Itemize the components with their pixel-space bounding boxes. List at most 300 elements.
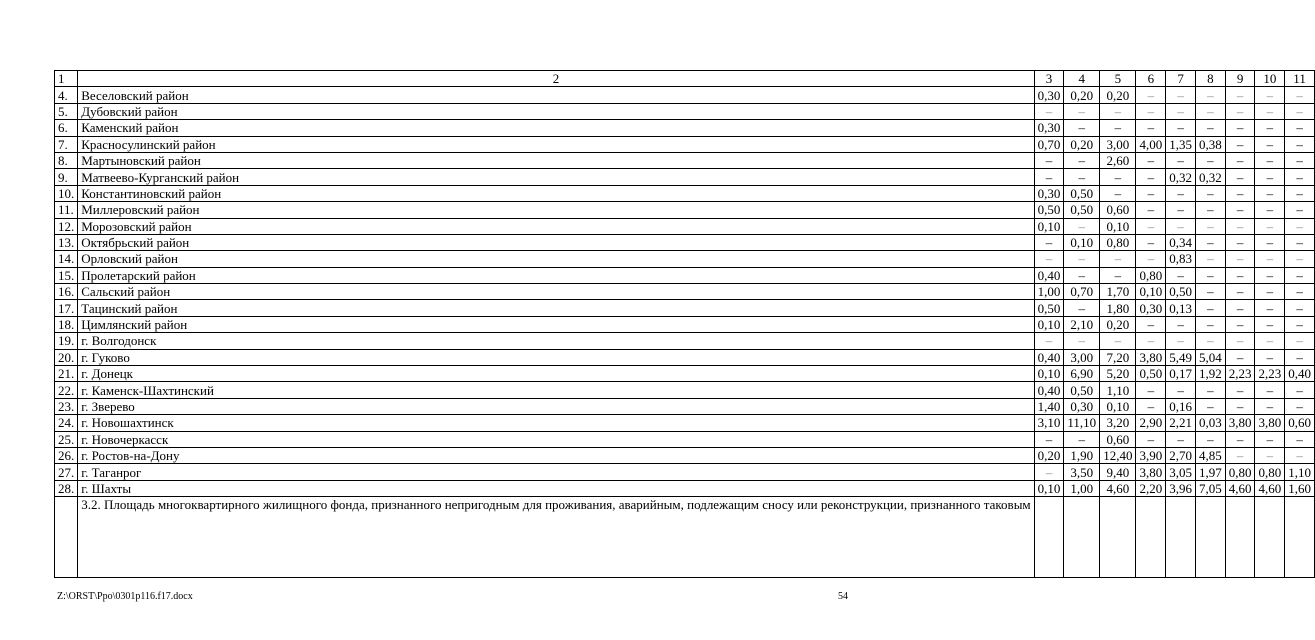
row-number: 27. bbox=[55, 464, 78, 480]
value-cell: – bbox=[1255, 120, 1285, 136]
value-cell: 2,23 bbox=[1255, 366, 1285, 382]
value-cell: – bbox=[1136, 202, 1166, 218]
value-cell: – bbox=[1195, 251, 1225, 267]
value-cell: – bbox=[1100, 120, 1136, 136]
col-header: 2 bbox=[78, 71, 1034, 87]
value-cell: – bbox=[1166, 87, 1196, 103]
value-cell: – bbox=[1100, 251, 1136, 267]
value-cell: – bbox=[1255, 300, 1285, 316]
value-cell: – bbox=[1255, 284, 1285, 300]
table-row bbox=[55, 218, 1315, 234]
table-row bbox=[55, 366, 1315, 382]
value-cell: – bbox=[1285, 398, 1315, 414]
value-cell: – bbox=[1136, 251, 1166, 267]
value-cell: – bbox=[1255, 431, 1285, 447]
value-cell: 0,70 bbox=[1064, 284, 1100, 300]
value-cell: – bbox=[1136, 431, 1166, 447]
value-cell: 0,50 bbox=[1064, 382, 1100, 398]
value-cell: – bbox=[1195, 218, 1225, 234]
value-cell: – bbox=[1255, 333, 1285, 349]
value-cell: – bbox=[1285, 316, 1315, 332]
value-cell: 0,10 bbox=[1034, 218, 1064, 234]
row-name: г. Новошахтинск bbox=[78, 415, 1034, 431]
value-cell: 1,10 bbox=[1100, 382, 1136, 398]
value-cell: – bbox=[1166, 316, 1196, 332]
value-cell: – bbox=[1255, 218, 1285, 234]
row-number: 11. bbox=[55, 202, 78, 218]
value-cell: – bbox=[1100, 267, 1136, 283]
value-cell: – bbox=[1195, 152, 1225, 168]
value-cell: – bbox=[1225, 103, 1255, 119]
row-number: 18. bbox=[55, 316, 78, 332]
value-cell: – bbox=[1064, 267, 1100, 283]
value-cell: – bbox=[1064, 431, 1100, 447]
value-cell: – bbox=[1225, 398, 1255, 414]
value-cell: – bbox=[1255, 87, 1285, 103]
section-title: 3.2. Площадь многоквартирного жилищного фонда, признанного непригодным для проживания, аварийным, подлежащим сносу или реконструкции, признанного таковым bbox=[78, 497, 1034, 578]
value-cell: – bbox=[1100, 169, 1136, 185]
row-name: Каменский район bbox=[78, 120, 1034, 136]
col-header: 1 bbox=[55, 71, 78, 87]
value-cell: – bbox=[1255, 447, 1285, 463]
empty-cell bbox=[1166, 497, 1196, 578]
value-cell: – bbox=[1225, 316, 1255, 332]
value-cell: – bbox=[1225, 152, 1255, 168]
row-name: г. Гуково bbox=[78, 349, 1034, 365]
value-cell: – bbox=[1195, 87, 1225, 103]
value-cell: 0,20 bbox=[1100, 87, 1136, 103]
table-row bbox=[55, 398, 1315, 414]
value-cell: – bbox=[1195, 103, 1225, 119]
row-number: 19. bbox=[55, 333, 78, 349]
value-cell: – bbox=[1225, 202, 1255, 218]
value-cell: – bbox=[1195, 120, 1225, 136]
value-cell: – bbox=[1034, 431, 1064, 447]
value-cell: 0,80 bbox=[1136, 267, 1166, 283]
value-cell: – bbox=[1136, 120, 1166, 136]
value-cell: – bbox=[1285, 349, 1315, 365]
row-number: 28. bbox=[55, 480, 78, 496]
value-cell: 11,10 bbox=[1064, 415, 1100, 431]
row-number: 6. bbox=[55, 120, 78, 136]
table-row bbox=[55, 169, 1315, 185]
value-cell: 3,96 bbox=[1166, 480, 1196, 496]
row-number: 9. bbox=[55, 169, 78, 185]
value-cell: – bbox=[1136, 169, 1166, 185]
value-cell: 1,40 bbox=[1034, 398, 1064, 414]
value-cell: 12,40 bbox=[1100, 447, 1136, 463]
value-cell: – bbox=[1255, 103, 1285, 119]
value-cell: 7,20 bbox=[1100, 349, 1136, 365]
value-cell: – bbox=[1034, 152, 1064, 168]
value-cell: – bbox=[1195, 333, 1225, 349]
value-cell: 0,80 bbox=[1100, 234, 1136, 250]
value-cell: 0,60 bbox=[1100, 202, 1136, 218]
value-cell: 2,90 bbox=[1136, 415, 1166, 431]
row-name: г. Волгодонск bbox=[78, 333, 1034, 349]
value-cell: 0,50 bbox=[1166, 284, 1196, 300]
value-cell: – bbox=[1100, 185, 1136, 201]
value-cell: – bbox=[1195, 267, 1225, 283]
value-cell: – bbox=[1225, 169, 1255, 185]
value-cell: 1,92 bbox=[1195, 366, 1225, 382]
row-name: г. Таганрог bbox=[78, 464, 1034, 480]
value-cell: 2,70 bbox=[1166, 447, 1196, 463]
value-cell: 1,90 bbox=[1064, 447, 1100, 463]
value-cell: – bbox=[1136, 382, 1166, 398]
row-number: 20. bbox=[55, 349, 78, 365]
row-number: 21. bbox=[55, 366, 78, 382]
empty-cell bbox=[1255, 497, 1285, 578]
value-cell: – bbox=[1225, 284, 1255, 300]
value-cell: – bbox=[1225, 234, 1255, 250]
value-cell: – bbox=[1034, 234, 1064, 250]
table-row bbox=[55, 202, 1315, 218]
value-cell: – bbox=[1136, 398, 1166, 414]
value-cell: – bbox=[1064, 152, 1100, 168]
col-header: 11 bbox=[1285, 71, 1315, 87]
value-cell: – bbox=[1285, 447, 1315, 463]
value-cell: 5,49 bbox=[1166, 349, 1196, 365]
value-cell: 4,60 bbox=[1255, 480, 1285, 496]
value-cell: 0,40 bbox=[1034, 267, 1064, 283]
col-header: 6 bbox=[1136, 71, 1166, 87]
value-cell: 5,04 bbox=[1195, 349, 1225, 365]
value-cell: 0,80 bbox=[1225, 464, 1255, 480]
value-cell: 0,10 bbox=[1034, 480, 1064, 496]
empty-cell bbox=[1136, 497, 1166, 578]
value-cell: – bbox=[1225, 382, 1255, 398]
value-cell: – bbox=[1166, 103, 1196, 119]
value-cell: – bbox=[1195, 382, 1225, 398]
value-cell: – bbox=[1225, 87, 1255, 103]
value-cell: – bbox=[1195, 316, 1225, 332]
row-number: 25. bbox=[55, 431, 78, 447]
value-cell: – bbox=[1255, 185, 1285, 201]
value-cell: 1,80 bbox=[1100, 300, 1136, 316]
value-cell: – bbox=[1166, 431, 1196, 447]
row-name: Орловский район bbox=[78, 251, 1034, 267]
value-cell: – bbox=[1285, 136, 1315, 152]
value-cell: – bbox=[1195, 300, 1225, 316]
row-name: Дубовский район bbox=[78, 103, 1034, 119]
value-cell: – bbox=[1255, 398, 1285, 414]
row-name: Константиновский район bbox=[78, 185, 1034, 201]
value-cell: – bbox=[1064, 169, 1100, 185]
value-cell: – bbox=[1195, 185, 1225, 201]
value-cell: 1,35 bbox=[1166, 136, 1196, 152]
row-name: Миллеровский район bbox=[78, 202, 1034, 218]
empty-cell bbox=[1064, 497, 1100, 578]
value-cell: 0,10 bbox=[1136, 284, 1166, 300]
row-number: 24. bbox=[55, 415, 78, 431]
value-cell: – bbox=[1225, 333, 1255, 349]
row-number: 15. bbox=[55, 267, 78, 283]
row-name: Сальский район bbox=[78, 284, 1034, 300]
row-name: Матвеево-Курганский район bbox=[78, 169, 1034, 185]
value-cell: – bbox=[1166, 382, 1196, 398]
col-header: 5 bbox=[1100, 71, 1136, 87]
value-cell: 4,85 bbox=[1195, 447, 1225, 463]
value-cell: – bbox=[1034, 169, 1064, 185]
value-cell: – bbox=[1255, 349, 1285, 365]
value-cell: 0,40 bbox=[1034, 382, 1064, 398]
value-cell: – bbox=[1195, 431, 1225, 447]
value-cell: 0,13 bbox=[1166, 300, 1196, 316]
value-cell: 3,80 bbox=[1225, 415, 1255, 431]
value-cell: 0,50 bbox=[1034, 300, 1064, 316]
value-cell: – bbox=[1255, 316, 1285, 332]
value-cell: 3,00 bbox=[1064, 349, 1100, 365]
empty-cell bbox=[55, 497, 78, 578]
table-row bbox=[55, 120, 1315, 136]
value-cell: – bbox=[1034, 251, 1064, 267]
value-cell: 7,05 bbox=[1195, 480, 1225, 496]
row-number: 14. bbox=[55, 251, 78, 267]
value-cell: – bbox=[1136, 103, 1166, 119]
value-cell: – bbox=[1225, 431, 1255, 447]
value-cell: – bbox=[1285, 185, 1315, 201]
value-cell: 0,70 bbox=[1034, 136, 1064, 152]
value-cell: – bbox=[1225, 185, 1255, 201]
row-number: 26. bbox=[55, 447, 78, 463]
row-number: 4. bbox=[55, 87, 78, 103]
footer-file-path: Z:\ORST\Ppo\0301p116.f17.docx bbox=[57, 591, 193, 602]
value-cell: 4,60 bbox=[1225, 480, 1255, 496]
table-row bbox=[55, 316, 1315, 332]
value-cell: 0,83 bbox=[1166, 251, 1196, 267]
value-cell: – bbox=[1136, 152, 1166, 168]
value-cell: 0,80 bbox=[1255, 464, 1285, 480]
row-number: 8. bbox=[55, 152, 78, 168]
value-cell: – bbox=[1034, 103, 1064, 119]
col-header: 3 bbox=[1034, 71, 1064, 87]
value-cell: 3,80 bbox=[1255, 415, 1285, 431]
value-cell: 1,00 bbox=[1034, 284, 1064, 300]
value-cell: 3,10 bbox=[1034, 415, 1064, 431]
value-cell: 0,20 bbox=[1034, 447, 1064, 463]
value-cell: 0,20 bbox=[1064, 87, 1100, 103]
value-cell: 0,34 bbox=[1166, 234, 1196, 250]
value-cell: – bbox=[1285, 120, 1315, 136]
value-cell: – bbox=[1166, 267, 1196, 283]
value-cell: – bbox=[1225, 300, 1255, 316]
value-cell: 0,60 bbox=[1100, 431, 1136, 447]
value-cell: – bbox=[1225, 136, 1255, 152]
value-cell: – bbox=[1285, 382, 1315, 398]
row-name: г. Каменск-Шахтинский bbox=[78, 382, 1034, 398]
value-cell: – bbox=[1285, 333, 1315, 349]
value-cell: – bbox=[1225, 447, 1255, 463]
value-cell: – bbox=[1255, 169, 1285, 185]
row-name: Тацинский район bbox=[78, 300, 1034, 316]
value-cell: – bbox=[1225, 251, 1255, 267]
empty-cell bbox=[1285, 497, 1315, 578]
value-cell: 2,21 bbox=[1166, 415, 1196, 431]
row-number: 5. bbox=[55, 103, 78, 119]
value-cell: – bbox=[1225, 218, 1255, 234]
value-cell: 4,00 bbox=[1136, 136, 1166, 152]
value-cell: 0,17 bbox=[1166, 366, 1196, 382]
value-cell: – bbox=[1225, 120, 1255, 136]
value-cell: – bbox=[1100, 333, 1136, 349]
value-cell: – bbox=[1285, 152, 1315, 168]
value-cell: 0,10 bbox=[1064, 234, 1100, 250]
value-cell: – bbox=[1195, 284, 1225, 300]
col-header: 9 bbox=[1225, 71, 1255, 87]
value-cell: – bbox=[1285, 103, 1315, 119]
value-cell: – bbox=[1136, 234, 1166, 250]
value-cell: – bbox=[1285, 87, 1315, 103]
value-cell: 3,05 bbox=[1166, 464, 1196, 480]
row-name: Пролетарский район bbox=[78, 267, 1034, 283]
row-name: г. Зверево bbox=[78, 398, 1034, 414]
value-cell: 3,80 bbox=[1136, 464, 1166, 480]
value-cell: 1,97 bbox=[1195, 464, 1225, 480]
value-cell: – bbox=[1285, 284, 1315, 300]
value-cell: 0,50 bbox=[1034, 202, 1064, 218]
value-cell: – bbox=[1166, 185, 1196, 201]
value-cell: – bbox=[1255, 382, 1285, 398]
value-cell: – bbox=[1255, 152, 1285, 168]
value-cell: 0,50 bbox=[1064, 202, 1100, 218]
table-row bbox=[55, 431, 1315, 447]
value-cell: – bbox=[1166, 202, 1196, 218]
value-cell: – bbox=[1166, 218, 1196, 234]
row-name: Октябрьский район bbox=[78, 234, 1034, 250]
value-cell: 0,50 bbox=[1064, 185, 1100, 201]
value-cell: – bbox=[1064, 103, 1100, 119]
value-cell: – bbox=[1034, 333, 1064, 349]
value-cell: – bbox=[1136, 333, 1166, 349]
value-cell: 0,20 bbox=[1100, 316, 1136, 332]
row-name: Мартыновский район bbox=[78, 152, 1034, 168]
value-cell: – bbox=[1136, 185, 1166, 201]
value-cell: 0,50 bbox=[1136, 366, 1166, 382]
value-cell: 0,30 bbox=[1136, 300, 1166, 316]
value-cell: 3,20 bbox=[1100, 415, 1136, 431]
table-row bbox=[55, 267, 1315, 283]
col-header: 10 bbox=[1255, 71, 1285, 87]
row-number: 16. bbox=[55, 284, 78, 300]
value-cell: 0,10 bbox=[1034, 316, 1064, 332]
table-row bbox=[55, 300, 1315, 316]
value-cell: 0,60 bbox=[1285, 415, 1315, 431]
value-cell: 0,20 bbox=[1064, 136, 1100, 152]
value-cell: 0,10 bbox=[1100, 398, 1136, 414]
empty-cell bbox=[1034, 497, 1064, 578]
table-row bbox=[55, 136, 1315, 152]
value-cell: 1,10 bbox=[1285, 464, 1315, 480]
value-cell: 1,60 bbox=[1285, 480, 1315, 496]
value-cell: – bbox=[1225, 349, 1255, 365]
table-row bbox=[55, 415, 1315, 431]
value-cell: 0,30 bbox=[1034, 87, 1064, 103]
table-row bbox=[55, 284, 1315, 300]
row-name: г. Шахты bbox=[78, 480, 1034, 496]
value-cell: – bbox=[1136, 218, 1166, 234]
value-cell: – bbox=[1225, 267, 1255, 283]
value-cell: – bbox=[1285, 234, 1315, 250]
row-name: г. Новочеркасск bbox=[78, 431, 1034, 447]
data-table bbox=[54, 70, 1315, 578]
value-cell: – bbox=[1195, 234, 1225, 250]
value-cell: 0,03 bbox=[1195, 415, 1225, 431]
value-cell: – bbox=[1136, 87, 1166, 103]
table-row bbox=[55, 152, 1315, 168]
value-cell: 2,10 bbox=[1064, 316, 1100, 332]
value-cell: 0,16 bbox=[1166, 398, 1196, 414]
col-header: 8 bbox=[1195, 71, 1225, 87]
table-row bbox=[55, 480, 1315, 496]
value-cell: 3,90 bbox=[1136, 447, 1166, 463]
table-row bbox=[55, 87, 1315, 103]
table-row bbox=[55, 447, 1315, 463]
row-name: Веселовский район bbox=[78, 87, 1034, 103]
row-name: Морозовский район bbox=[78, 218, 1034, 234]
value-cell: – bbox=[1285, 267, 1315, 283]
value-cell: – bbox=[1064, 120, 1100, 136]
value-cell: 0,10 bbox=[1100, 218, 1136, 234]
value-cell: – bbox=[1195, 398, 1225, 414]
value-cell: 0,30 bbox=[1064, 398, 1100, 414]
value-cell: 2,60 bbox=[1100, 152, 1136, 168]
table-row bbox=[55, 185, 1315, 201]
row-number: 10. bbox=[55, 185, 78, 201]
value-cell: – bbox=[1195, 202, 1225, 218]
value-cell: – bbox=[1034, 464, 1064, 480]
row-number: 23. bbox=[55, 398, 78, 414]
value-cell: – bbox=[1166, 152, 1196, 168]
value-cell: 1,00 bbox=[1064, 480, 1100, 496]
value-cell: – bbox=[1285, 431, 1315, 447]
row-number: 13. bbox=[55, 234, 78, 250]
value-cell: 2,20 bbox=[1136, 480, 1166, 496]
value-cell: 0,10 bbox=[1034, 366, 1064, 382]
value-cell: 0,40 bbox=[1285, 366, 1315, 382]
value-cell: 0,32 bbox=[1195, 169, 1225, 185]
value-cell: – bbox=[1064, 251, 1100, 267]
table-row bbox=[55, 382, 1315, 398]
row-name: Красносулинский район bbox=[78, 136, 1034, 152]
table-row bbox=[55, 464, 1315, 480]
value-cell: – bbox=[1255, 267, 1285, 283]
value-cell: 1,70 bbox=[1100, 284, 1136, 300]
value-cell: – bbox=[1064, 218, 1100, 234]
value-cell: 4,60 bbox=[1100, 480, 1136, 496]
page-number: 54 bbox=[838, 591, 848, 602]
value-cell: – bbox=[1166, 120, 1196, 136]
value-cell: – bbox=[1285, 202, 1315, 218]
row-name: г. Донецк bbox=[78, 366, 1034, 382]
value-cell: 3,50 bbox=[1064, 464, 1100, 480]
value-cell: – bbox=[1255, 136, 1285, 152]
empty-cell bbox=[1195, 497, 1225, 578]
value-cell: – bbox=[1285, 300, 1315, 316]
value-cell: – bbox=[1255, 251, 1285, 267]
row-number: 7. bbox=[55, 136, 78, 152]
value-cell: 3,00 bbox=[1100, 136, 1136, 152]
section-row bbox=[55, 497, 1315, 578]
value-cell: – bbox=[1255, 202, 1285, 218]
value-cell: 3,80 bbox=[1136, 349, 1166, 365]
value-cell: 0,38 bbox=[1195, 136, 1225, 152]
row-number: 12. bbox=[55, 218, 78, 234]
table-row bbox=[55, 251, 1315, 267]
value-cell: – bbox=[1285, 169, 1315, 185]
value-cell: – bbox=[1285, 218, 1315, 234]
row-number: 22. bbox=[55, 382, 78, 398]
